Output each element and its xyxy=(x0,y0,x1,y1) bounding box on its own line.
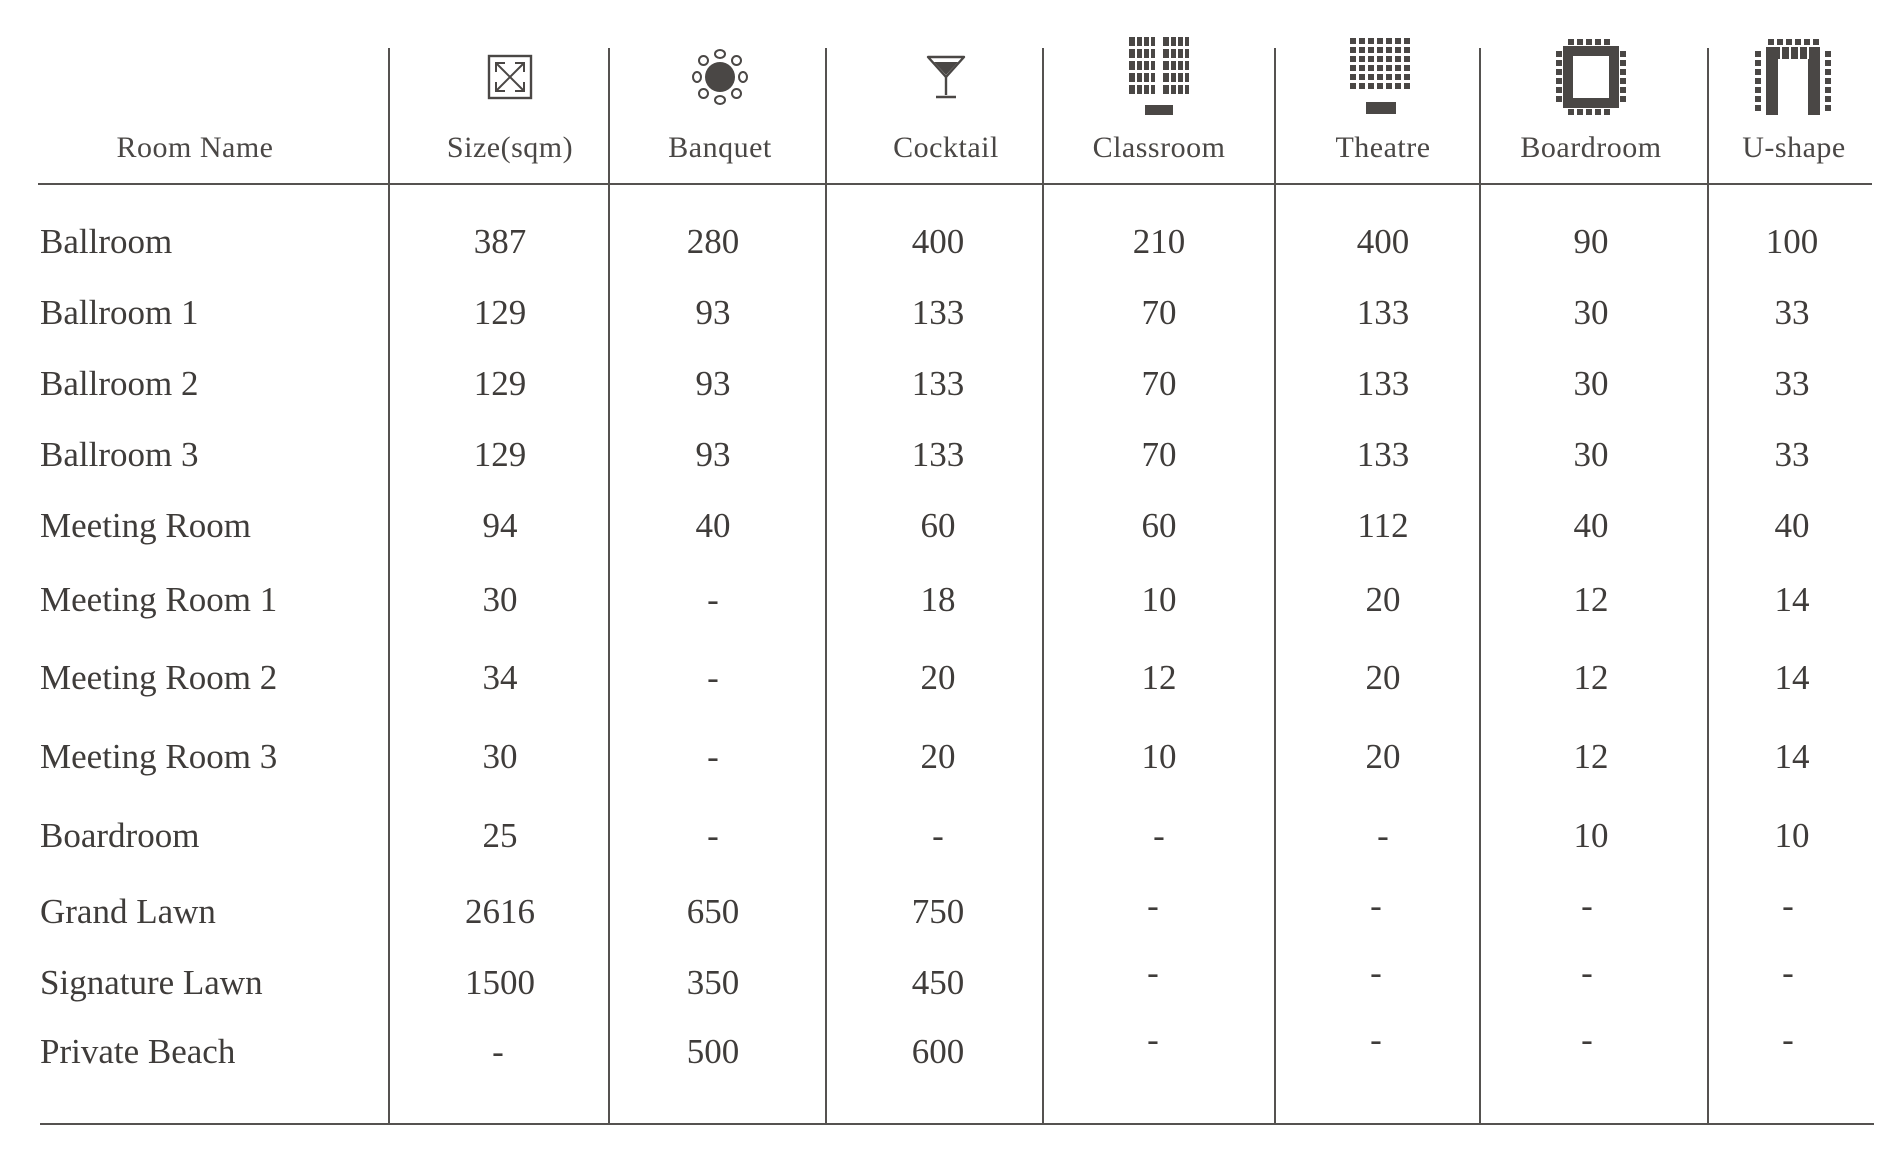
boardroom-cell: 30 xyxy=(1573,435,1609,474)
banquet-cell: 93 xyxy=(695,364,731,403)
size-cell: 387 xyxy=(473,222,527,261)
banquet-cell: 93 xyxy=(695,293,731,332)
theatre-cell: 20 xyxy=(1365,658,1401,697)
room-name-cell: Ballroom 1 xyxy=(40,293,199,332)
u-shape-cell: 10 xyxy=(1774,816,1810,855)
size-cell: 34 xyxy=(482,658,518,697)
boardroom-cell: - xyxy=(1581,953,1593,992)
classroom-cell: 70 xyxy=(1141,435,1177,474)
column-header-banquet: Banquet xyxy=(668,131,772,164)
size-cell: 94 xyxy=(482,506,518,545)
column-header-room-name: Room Name xyxy=(116,131,274,164)
banquet-cell: 500 xyxy=(686,1032,740,1071)
room-name-cell: Meeting Room 2 xyxy=(40,658,278,697)
column-header-classroom: Classroom xyxy=(1092,131,1226,164)
classroom-cell: - xyxy=(1147,886,1159,925)
boardroom-cell: - xyxy=(1581,886,1593,925)
banquet-cell: 280 xyxy=(686,222,740,261)
boardroom-cell: 40 xyxy=(1573,506,1609,545)
size-cell: 30 xyxy=(482,580,518,619)
u-shape-cell: 33 xyxy=(1774,435,1810,474)
cocktail-cell: 20 xyxy=(920,658,956,697)
table-bottom-rule xyxy=(40,1123,1874,1125)
banquet-cell: 350 xyxy=(686,963,740,1002)
size-cell: 129 xyxy=(473,293,527,332)
banquet-cell: 93 xyxy=(695,435,731,474)
boardroom-cell: 30 xyxy=(1573,293,1609,332)
cocktail-cell: - xyxy=(932,816,944,855)
boardroom-cell: - xyxy=(1581,1020,1593,1059)
boardroom-layout-icon xyxy=(1546,34,1636,120)
theatre-cell: - xyxy=(1370,886,1382,925)
column-header-theatre: Theatre xyxy=(1335,131,1431,164)
cocktail-cell: 400 xyxy=(911,222,965,261)
column-divider xyxy=(608,48,610,1125)
boardroom-cell: 12 xyxy=(1573,658,1609,697)
cocktail-cell: 600 xyxy=(911,1032,965,1071)
classroom-cell: 210 xyxy=(1132,222,1186,261)
u-shape-cell: 14 xyxy=(1774,737,1810,776)
room-name-cell: Meeting Room xyxy=(40,506,251,545)
classroom-cell: 10 xyxy=(1141,580,1177,619)
theatre-cell: 20 xyxy=(1365,737,1401,776)
size-cell: 30 xyxy=(482,737,518,776)
banquet-cell: 40 xyxy=(695,506,731,545)
classroom-cell: - xyxy=(1147,953,1159,992)
theatre-cell: 133 xyxy=(1356,364,1410,403)
theatre-cell: 133 xyxy=(1356,435,1410,474)
room-name-cell: Signature Lawn xyxy=(40,963,263,1002)
boardroom-cell: 10 xyxy=(1573,816,1609,855)
u-shape-cell: 40 xyxy=(1774,506,1810,545)
cocktail-cell: 18 xyxy=(920,580,956,619)
theatre-cell: - xyxy=(1377,816,1389,855)
theatre-cell: 133 xyxy=(1356,293,1410,332)
round-table-icon xyxy=(680,34,760,120)
classroom-cell: 70 xyxy=(1141,293,1177,332)
classroom-cell: 60 xyxy=(1141,506,1177,545)
banquet-cell: - xyxy=(707,658,719,697)
column-header-u-shape: U-shape xyxy=(1742,131,1846,164)
cocktail-cell: 133 xyxy=(911,364,965,403)
u-shape-cell: - xyxy=(1782,886,1794,925)
u-shape-cell: 33 xyxy=(1774,364,1810,403)
room-name-cell: Meeting Room 3 xyxy=(40,737,278,776)
banquet-cell: - xyxy=(707,816,719,855)
room-name-cell: Meeting Room 1 xyxy=(40,580,278,619)
column-header-size: Size(sqm) xyxy=(446,131,574,164)
column-divider xyxy=(1274,48,1276,1125)
u-shape-layout-icon xyxy=(1748,34,1838,120)
cocktail-cell: 450 xyxy=(911,963,965,1002)
u-shape-cell: - xyxy=(1782,1020,1794,1059)
theatre-layout-icon xyxy=(1340,34,1426,120)
resize-arrows-icon xyxy=(468,34,552,120)
boardroom-cell: 30 xyxy=(1573,364,1609,403)
room-name-cell: Ballroom 3 xyxy=(40,435,199,474)
u-shape-cell: - xyxy=(1782,953,1794,992)
classroom-cell: 70 xyxy=(1141,364,1177,403)
size-cell: 129 xyxy=(473,435,527,474)
boardroom-cell: 12 xyxy=(1573,737,1609,776)
theatre-cell: - xyxy=(1370,1020,1382,1059)
size-cell: 25 xyxy=(482,816,518,855)
room-name-cell: Private Beach xyxy=(40,1032,236,1071)
column-divider xyxy=(825,48,827,1125)
classroom-cell: 10 xyxy=(1141,737,1177,776)
cocktail-cell: 133 xyxy=(911,293,965,332)
classroom-layout-icon xyxy=(1116,34,1202,120)
column-header-boardroom: Boardroom xyxy=(1520,131,1662,164)
cocktail-cell: 133 xyxy=(911,435,965,474)
u-shape-cell: 100 xyxy=(1765,222,1819,261)
cocktail-cell: 750 xyxy=(911,892,965,931)
header-divider xyxy=(38,183,1872,185)
room-name-cell: Grand Lawn xyxy=(40,892,216,931)
classroom-cell: - xyxy=(1153,816,1165,855)
u-shape-cell: 14 xyxy=(1774,580,1810,619)
room-name-cell: Ballroom xyxy=(40,222,173,261)
banquet-cell: 650 xyxy=(686,892,740,931)
cocktail-cell: 20 xyxy=(920,737,956,776)
column-divider xyxy=(1479,48,1481,1125)
room-name-cell: Ballroom 2 xyxy=(40,364,199,403)
cocktail-glass-icon xyxy=(906,34,986,120)
banquet-cell: - xyxy=(707,737,719,776)
theatre-cell: 20 xyxy=(1365,580,1401,619)
column-divider xyxy=(388,48,390,1125)
size-cell: 2616 xyxy=(465,892,535,931)
size-cell: 129 xyxy=(473,364,527,403)
theatre-cell: 112 xyxy=(1357,506,1409,545)
theatre-cell: - xyxy=(1370,953,1382,992)
boardroom-cell: 90 xyxy=(1573,222,1609,261)
banquet-cell: - xyxy=(707,580,719,619)
size-cell: - xyxy=(492,1032,504,1071)
size-cell: 1500 xyxy=(465,963,535,1002)
theatre-cell: 400 xyxy=(1356,222,1410,261)
column-header-cocktail: Cocktail xyxy=(893,131,999,164)
classroom-cell: - xyxy=(1147,1020,1159,1059)
room-name-cell: Boardroom xyxy=(40,816,200,855)
u-shape-cell: 14 xyxy=(1774,658,1810,697)
cocktail-cell: 60 xyxy=(920,506,956,545)
column-divider xyxy=(1042,48,1044,1125)
u-shape-cell: 33 xyxy=(1774,293,1810,332)
classroom-cell: 12 xyxy=(1141,658,1177,697)
boardroom-cell: 12 xyxy=(1573,580,1609,619)
